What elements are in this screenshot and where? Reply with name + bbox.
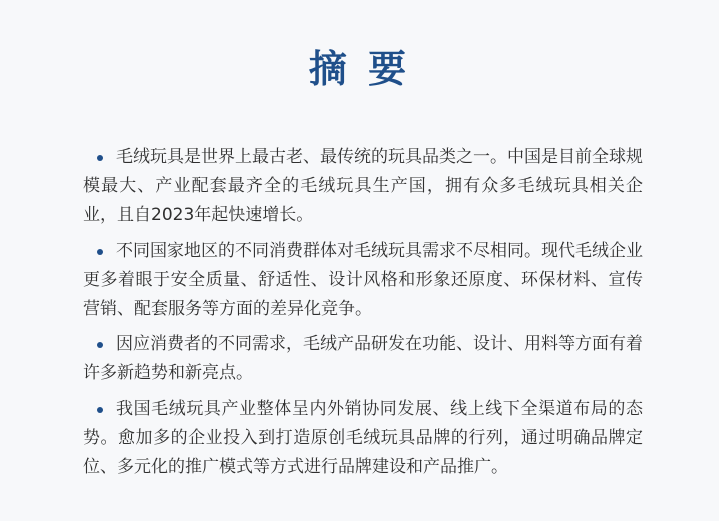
bullet-dot-icon xyxy=(97,155,103,161)
summary-bullet-text: 不同国家地区的不同消费群体对毛绒玩具需求不尽相同。现代毛绒企业更多着眼于安全质量、舒适性、设计风格和形象还原度、环保材料、宣传营销、配套服务等方面的差异化竞争。 xyxy=(83,240,643,320)
summary-bullet-text: 我国毛绒玩具产业整体呈内外销协同发展、线上线下全渠道布局的态势。愈加多的企业投入到打造原创毛绒玩具品牌的行列，通过明确品牌定位、多元化的推广模式等方式进行品牌建设和产品推广。 xyxy=(83,398,643,478)
summary-bullet-text: 因应消费者的不同需求，毛绒产品研发在功能、设计、用料等方面有着许多新趋势和新亮点。 xyxy=(83,334,643,384)
summary-bullet-item xyxy=(83,143,643,231)
summary-list xyxy=(83,143,643,488)
summary-bullet-item xyxy=(83,395,643,483)
bullet-dot-icon xyxy=(97,407,103,413)
summary-bullet-text: 毛绒玩具是世界上最古老、最传统的玩具品类之一。中国是目前全球规模最大、产业配套最齐全的毛绒玩具生产国，拥有众多毛绒玩具相关企业，且自2023年起快速增长。 xyxy=(83,147,643,226)
summary-bullet-item xyxy=(83,237,643,325)
page-title: 摘 要 xyxy=(308,47,411,91)
summary-bullet-item xyxy=(83,330,643,388)
bullet-dot-icon xyxy=(97,342,103,348)
bullet-dot-icon xyxy=(97,249,103,255)
